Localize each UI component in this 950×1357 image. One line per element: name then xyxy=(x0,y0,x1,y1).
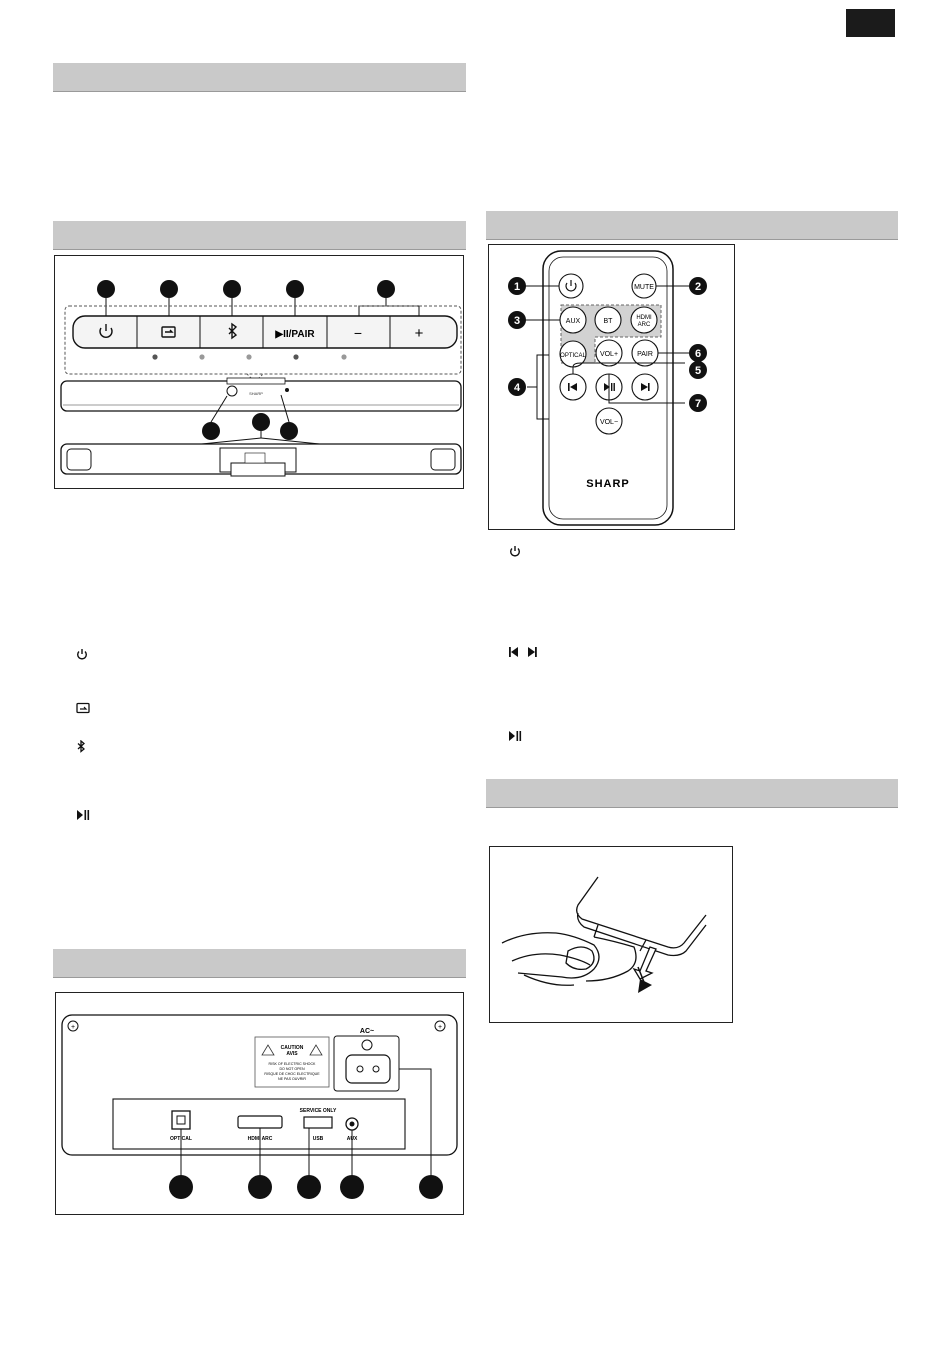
svg-text:ARC: ARC xyxy=(637,322,651,328)
top-panel-figure xyxy=(54,255,464,489)
remote-brand: SHARP xyxy=(586,478,630,490)
optical-port-label: OPTICAL xyxy=(170,1136,192,1142)
remote-drawing xyxy=(489,245,734,529)
vol-plus-key-label: + xyxy=(414,325,424,342)
input-symbol-row xyxy=(76,702,90,714)
bt-key-label: BT xyxy=(603,318,613,325)
section-bar-3 xyxy=(486,211,898,240)
callout-label: 1 xyxy=(513,281,521,293)
usb-port-label: USB xyxy=(312,1136,324,1142)
service-only-label: SERVICE ONLY xyxy=(299,1108,337,1114)
hdmi-port-label: HDMI ARC xyxy=(247,1136,273,1142)
callout-label: 4 xyxy=(513,382,521,394)
callout-label: 2 xyxy=(694,281,702,293)
svg-text:+: + xyxy=(437,1024,443,1031)
battery-tab-figure xyxy=(489,846,733,1023)
front-brand: SHARP xyxy=(249,391,263,396)
callout-dot xyxy=(97,280,115,298)
aux-key-label: AUX xyxy=(565,318,581,325)
svg-text:HDMI: HDMI xyxy=(636,315,652,321)
optical-key-label: OPTICAL xyxy=(560,353,586,359)
caution-line: RISQUE DE CHOC ELECTRIQUE xyxy=(264,1072,320,1076)
callout-label: 7 xyxy=(694,398,702,410)
callout-dot xyxy=(160,280,178,298)
caution-line: NE PAS OUVRIR xyxy=(278,1077,306,1081)
callout-dot xyxy=(286,280,304,298)
caution-line: DO NOT OPEN xyxy=(279,1067,305,1071)
language-tab xyxy=(846,9,895,37)
section-bar-5 xyxy=(486,779,898,808)
callout-dot xyxy=(377,280,395,298)
power-symbol-row xyxy=(76,648,88,660)
battery-tab-drawing xyxy=(490,847,732,1022)
caution-line: RISK OF ELECTRIC SHOCK xyxy=(268,1062,316,1066)
caution-title: CAUTION xyxy=(280,1045,304,1051)
rear-panel-drawing xyxy=(56,993,463,1214)
ac-label: AC~ xyxy=(359,1028,375,1035)
input-icon xyxy=(76,702,90,714)
section-bar-2 xyxy=(53,221,466,250)
power-icon xyxy=(76,648,88,660)
aux-port-label: AUX xyxy=(346,1136,358,1142)
vol-down-key-label: VOL− xyxy=(599,419,619,426)
svg-text:AVIS: AVIS xyxy=(286,1051,298,1057)
remote-power-symbol-row xyxy=(509,545,521,557)
callout-dot xyxy=(223,280,241,298)
mute-key-label: MUTE xyxy=(634,284,654,291)
bluetooth-icon xyxy=(76,740,86,753)
svg-text:+: + xyxy=(70,1024,76,1031)
section-bar-4 xyxy=(53,949,466,978)
skip-prev-next-icon xyxy=(508,646,538,658)
play-pause-symbol-row xyxy=(76,809,90,821)
rear-panel-figure xyxy=(55,992,464,1215)
callout-label: 6 xyxy=(694,348,702,360)
play-pause-icon xyxy=(76,809,90,821)
pair-key-label: PAIR xyxy=(637,351,653,358)
callout-label: 3 xyxy=(513,315,521,327)
bluetooth-symbol-row xyxy=(76,740,86,753)
section-bar-1 xyxy=(53,63,466,92)
top-panel-drawing xyxy=(55,256,463,488)
skip-symbol-row xyxy=(508,646,538,658)
pair-key-label: ▶II/PAIR xyxy=(275,329,315,340)
remote-play-pause-row xyxy=(508,730,522,742)
callout-label: 5 xyxy=(694,365,702,377)
vol-up-key-label: VOL+ xyxy=(599,351,619,358)
power-icon xyxy=(509,545,521,557)
play-pause-icon xyxy=(508,730,522,742)
vol-minus-key-label: − xyxy=(353,325,363,341)
remote-figure xyxy=(488,244,735,530)
